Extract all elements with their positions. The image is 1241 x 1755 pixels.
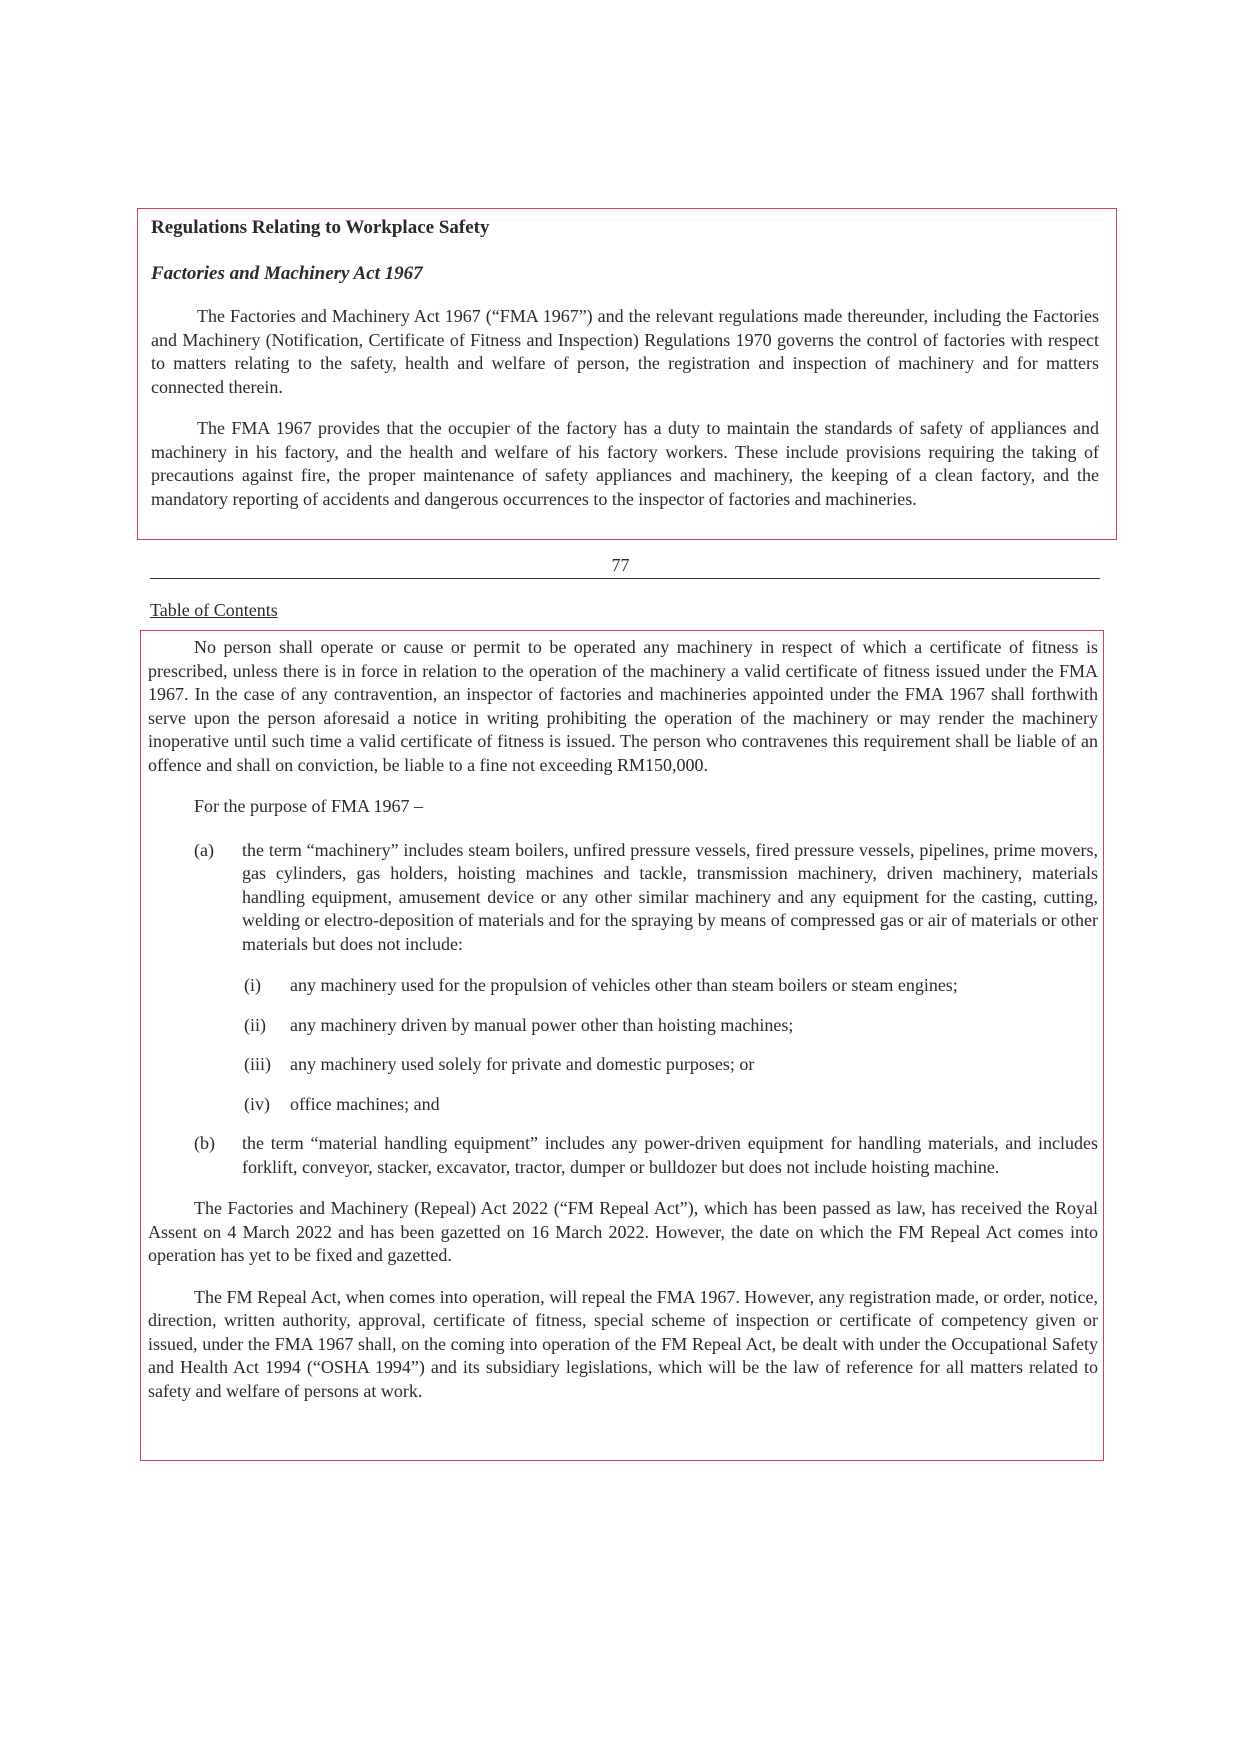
sub-item-ii <box>244 1014 1098 1038</box>
sub-item-text: any machinery used solely for private and domestic purposes; or <box>290 1054 755 1074</box>
paragraph-purpose: For the purpose of FMA 1967 – <box>194 796 423 816</box>
sub-item-text: any machinery used for the propulsion of vehicles other than steam boilers or steam engines; <box>290 975 958 995</box>
table-of-contents-link[interactable]: Table of Contents <box>150 600 278 620</box>
sub-item-text: office machines; and <box>290 1093 440 1114</box>
section-fma-details <box>148 636 1098 1421</box>
sub-item-i <box>244 974 1098 998</box>
paragraph-repeal-effect: The FM Repeal Act, when comes into operation, will repeal the FMA 1967. However, any registration made, or order, notice, direction, written authority, approval, certificate of fitness, special scheme of inspection or certificate of competency given or issued, under the FMA 1967 shall, on the coming into operation of the FM Repeal Act, be dealt with under the Occupational Safety and Health Act 1994 (“OSHA 1994”) and its subsidiary legislations, which will be the law of reference for all matters related to safety and welfare of persons at work. <box>148 1286 1098 1401</box>
page-divider <box>150 578 1100 579</box>
paragraph-fma-overview: The Factories and Machinery Act 1967 (“FMA 1967”) and the relevant regulations made thereunder, including the Factories and Machinery (Notification, Certificate of Fitness and Inspection) Regulations 1970 governs the control of factories with respect to matters relating to the safety, health and welfare of person, the registration and inspection of machinery and for matters connected therein. <box>151 306 1099 397</box>
list-item-b <box>194 1132 1098 1179</box>
list-label-a: (a) <box>194 839 214 860</box>
section-workplace-safety <box>151 216 1099 529</box>
act-subheading: Factories and Machinery Act 1967 <box>151 262 423 284</box>
page-number: 77 <box>611 555 630 575</box>
paragraph-repeal-act: The Factories and Machinery (Repeal) Act 2022 (“FM Repeal Act”), which has been passed as law, has received the Royal Assent on 4 March 2022 and has been gazetted on 16 March 2022. However, the date on which the FM Repeal Act comes into operation has yet to be fixed and gazetted. <box>148 1198 1098 1265</box>
list-text-a: the term “machinery” includes steam boilers, unfired pressure vessels, fired pressure vessels, pipelines, prime movers, gas cylinders, gas holders, hoisting machines and tackle, transmission machinery, driven machinery, materials handling equipment, amusement device or any other similar machinery and any equipment for the casting, cutting, welding or electro-deposition of materials and for the spraying by means of compressed gas or air of materials or other materials but does not include: <box>242 839 1098 954</box>
list-item-a <box>194 839 1098 957</box>
sub-item-label: (i) <box>244 975 261 995</box>
section-heading: Regulations Relating to Workplace Safety <box>151 217 490 238</box>
paragraph-occupier-duty: The FMA 1967 provides that the occupier of the factory has a duty to maintain the standards of safety of appliances and machinery in his factory, and the health and welfare of his factory workers. These include provisions requiring the taking of precautions against fire, the proper maintenance of safety appliances and machinery, the keeping of a clean factory, and the mandatory reporting of accidents and dangerous occurrences to the inspector of factories and machineries. <box>151 418 1099 509</box>
sub-item-text: any machinery driven by manual power other than hoisting machines; <box>290 1014 794 1035</box>
sub-item-iv <box>244 1093 1098 1117</box>
paragraph-certificate-of-fitness: No person shall operate or cause or permit to be operated any machinery in respect of which a certificate of fitness is prescribed, unless there is in force in relation to the operation of the machinery a valid certificate of fitness issued under the FMA 1967. In the case of any contravention, an inspector of factories and machineries appointed under the FMA 1967 shall forthwith serve upon the person aforesaid a notice in writing prohibiting the operation of the machinery or may render the machinery inoperative until such time a valid certificate of fitness is issued. The person who contravenes this requirement shall be liable of an offence and shall on conviction, be liable to a fine not exceeding RM150,000. <box>148 637 1098 775</box>
sub-item-label: (iv) <box>244 1093 270 1114</box>
sub-item-iii <box>244 1053 1098 1077</box>
list-label-b: (b) <box>194 1133 215 1153</box>
list-text-b: the term “material handling equipment” includes any power-driven equipment for handling materials, and includes forklift, conveyor, stacker, excavator, tractor, dumper or bulldozer but does not include hoisting machine. <box>242 1133 1098 1177</box>
sub-item-label: (ii) <box>244 1014 266 1035</box>
sub-item-label: (iii) <box>244 1054 271 1074</box>
